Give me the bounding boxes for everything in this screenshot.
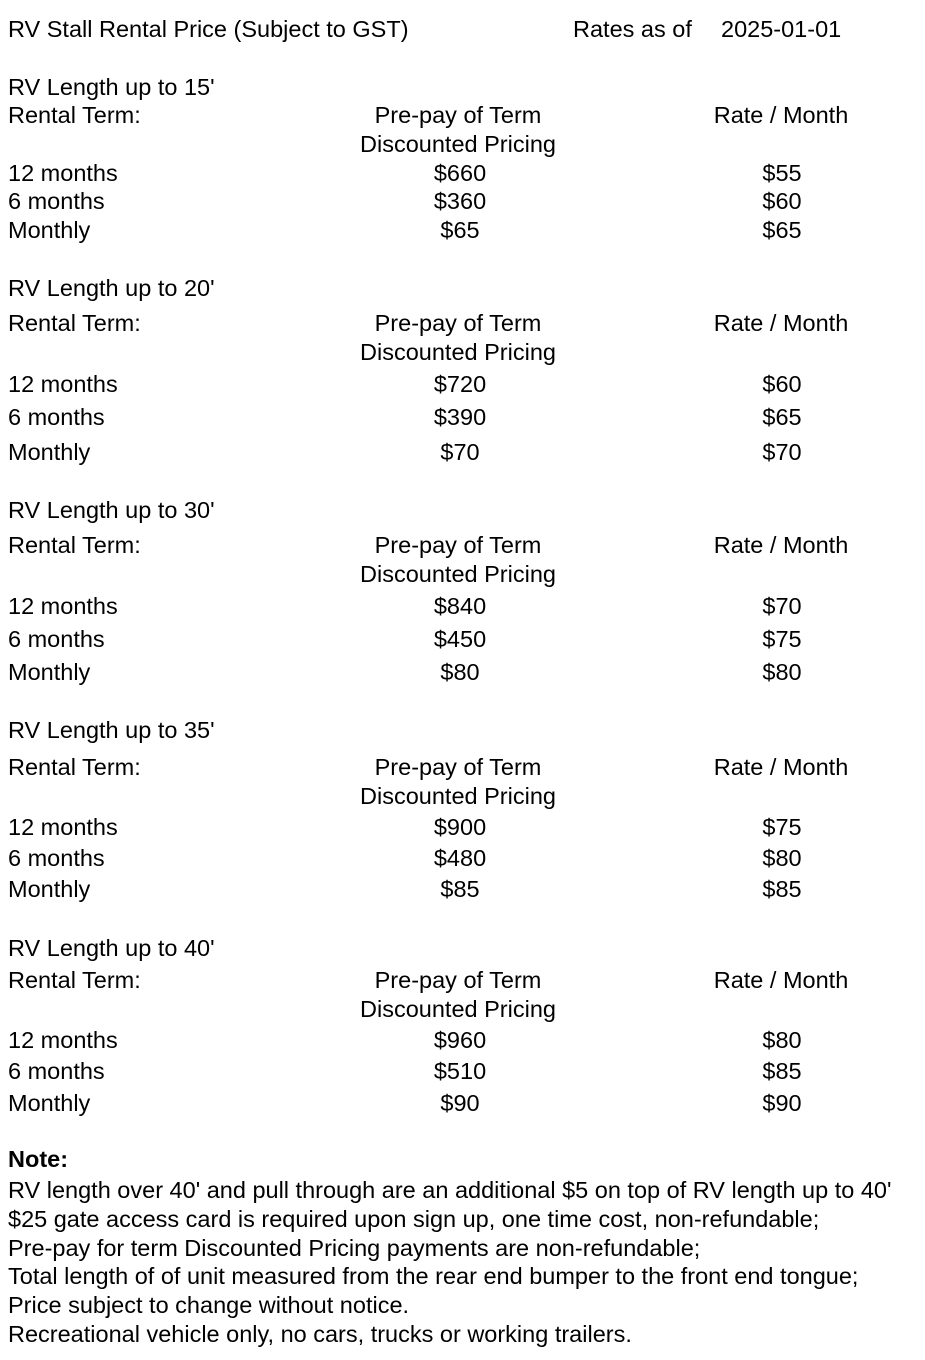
term-6-months: 6 months (8, 626, 105, 652)
term-6-months: 6 months (8, 845, 105, 871)
term-6-months: 6 months (8, 404, 105, 430)
rate-6-months: $65 (762, 404, 802, 430)
term-12-months: 12 months (8, 371, 118, 397)
rate-12-months: $80 (762, 1027, 802, 1053)
rate-month-header: Rate / Month (713, 102, 849, 128)
term-12-months: 12 months (8, 160, 118, 186)
prepay-header-line1: Pre-pay of Term (374, 967, 542, 993)
term-monthly: Monthly (8, 876, 91, 902)
prepay-monthly: $90 (440, 1090, 480, 1116)
rate-monthly: $65 (762, 217, 802, 243)
prepay-6-months: $450 (433, 626, 487, 652)
term-6-months: 6 months (8, 188, 105, 214)
price-section-30ft (0, 496, 925, 701)
prepay-6-months: $510 (433, 1058, 487, 1084)
rate-monthly: $70 (762, 439, 802, 465)
prepay-header-line1: Pre-pay of Term (374, 102, 542, 128)
prepay-header (356, 531, 560, 589)
prepay-header-line2: Discounted Pricing (360, 561, 556, 587)
term-monthly: Monthly (8, 217, 91, 243)
price-section-15ft (0, 73, 925, 278)
term-monthly: Monthly (8, 1090, 91, 1116)
prepay-header-line2: Discounted Pricing (360, 339, 556, 365)
rate-monthly: $85 (762, 876, 802, 902)
prepay-12-months: $660 (433, 160, 487, 186)
prepay-12-months: $900 (433, 814, 487, 840)
rate-12-months: $60 (762, 371, 802, 397)
term-12-months: 12 months (8, 814, 118, 840)
note-line-gate-card: $25 gate access card is required upon sign up, one time cost, non-refundable; (8, 1206, 820, 1232)
note-line-non-refundable: Pre-pay for term Discounted Pricing payments are non-refundable; (8, 1235, 701, 1261)
note-line-price-change: Price subject to change without notice. (8, 1292, 410, 1318)
rental-term-header: Rental Term: (8, 754, 141, 780)
prepay-monthly: $65 (440, 217, 480, 243)
price-section-40ft (0, 934, 925, 1139)
price-section-35ft (0, 716, 925, 921)
note-line-measurement: Total length of of unit measured from the rear end bumper to the front end tongue; (8, 1263, 859, 1289)
prepay-header-line1: Pre-pay of Term (374, 532, 542, 558)
rates-as-of-label: Rates as of (573, 16, 692, 42)
rate-12-months: $75 (762, 814, 802, 840)
term-monthly: Monthly (8, 659, 91, 685)
rv-length-heading: RV Length up to 30' (8, 497, 215, 523)
prepay-12-months: $840 (433, 593, 487, 619)
term-6-months: 6 months (8, 1058, 105, 1084)
rate-6-months: $85 (762, 1058, 802, 1084)
prepay-header-line1: Pre-pay of Term (374, 754, 542, 780)
rv-length-heading: RV Length up to 15' (8, 74, 215, 100)
prepay-header (356, 101, 560, 159)
rate-month-header: Rate / Month (713, 967, 849, 993)
rate-month-header: Rate / Month (713, 754, 849, 780)
rv-length-heading: RV Length up to 40' (8, 935, 215, 961)
prepay-header-line2: Discounted Pricing (360, 996, 556, 1022)
term-12-months: 12 months (8, 1027, 118, 1053)
rate-month-header: Rate / Month (713, 310, 849, 336)
rental-term-header: Rental Term: (8, 532, 141, 558)
price-section-20ft (0, 274, 925, 479)
prepay-header-line2: Discounted Pricing (360, 131, 556, 157)
rate-monthly: $90 (762, 1090, 802, 1116)
rates-date: 2025-01-01 (721, 16, 842, 42)
page-title: RV Stall Rental Price (Subject to GST) (8, 16, 409, 42)
rate-monthly: $80 (762, 659, 802, 685)
prepay-header (356, 753, 560, 811)
term-12-months: 12 months (8, 593, 118, 619)
prepay-monthly: $80 (440, 659, 480, 685)
prepay-12-months: $720 (433, 371, 487, 397)
prepay-monthly: $85 (440, 876, 480, 902)
rate-6-months: $75 (762, 626, 802, 652)
prepay-header (356, 309, 560, 367)
note-line-oversize: RV length over 40' and pull through are an additional $5 on top of RV length up to 40' (8, 1177, 892, 1203)
rate-6-months: $80 (762, 845, 802, 871)
note-line-vehicle-type: Recreational vehicle only, no cars, trucks or working trailers. (8, 1321, 632, 1347)
prepay-6-months: $360 (433, 188, 487, 214)
prepay-header-line1: Pre-pay of Term (374, 310, 542, 336)
prepay-header-line2: Discounted Pricing (360, 783, 556, 809)
note-heading: Note: (8, 1146, 69, 1172)
rv-length-heading: RV Length up to 35' (8, 717, 215, 743)
prepay-12-months: $960 (433, 1027, 487, 1053)
rv-length-heading: RV Length up to 20' (8, 275, 215, 301)
rate-12-months: $55 (762, 160, 802, 186)
rental-term-header: Rental Term: (8, 967, 141, 993)
rate-month-header: Rate / Month (713, 532, 849, 558)
rate-6-months: $60 (762, 188, 802, 214)
rate-12-months: $70 (762, 593, 802, 619)
prepay-monthly: $70 (440, 439, 480, 465)
rental-term-header: Rental Term: (8, 102, 141, 128)
prepay-6-months: $390 (433, 404, 487, 430)
term-monthly: Monthly (8, 439, 91, 465)
prepay-6-months: $480 (433, 845, 487, 871)
rental-term-header: Rental Term: (8, 310, 141, 336)
prepay-header (356, 966, 560, 1024)
